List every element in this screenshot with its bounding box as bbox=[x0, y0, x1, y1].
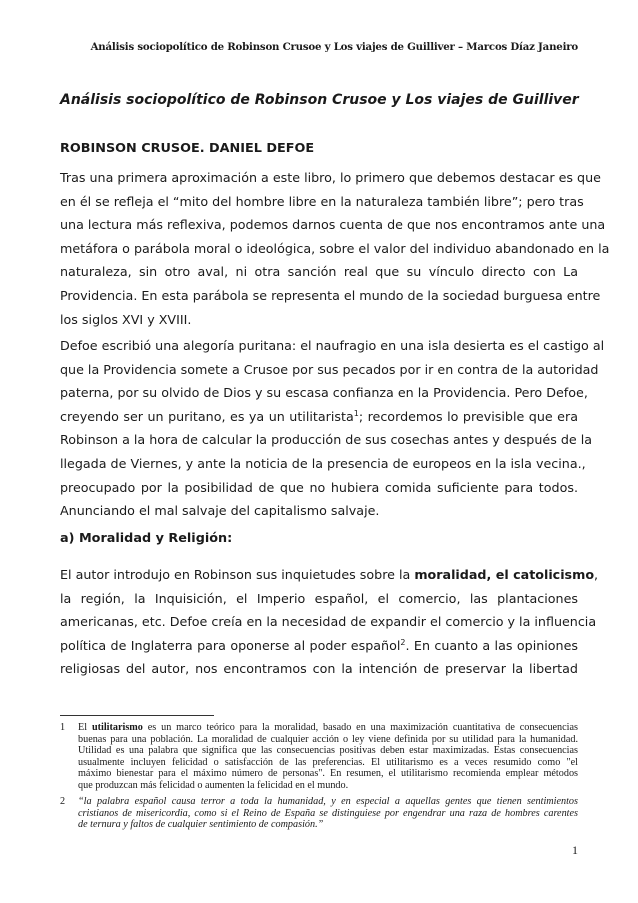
footnote-line: que produzcan más felicidad o aumenten la felicidad en el mundo. bbox=[78, 779, 349, 791]
paragraph-moralidad bbox=[60, 563, 599, 681]
footnote-line: máximo bienestar para el máximo número de personas". En resumen, el utilitarismo recomienda emplear métodos bbox=[78, 768, 578, 779]
paragraph-line: Robinson a la hora de calcular la producción de sus cosechas antes y después de la bbox=[60, 432, 593, 448]
footnote-line: Utilidad es una palabra que significa que las consecuencias positivas deben estar maximizadas. Estas consecuencias bbox=[78, 745, 578, 756]
paragraph-line: la región, la Inquisición, el Imperio español, el comercio, las plantaciones bbox=[60, 590, 578, 606]
line-text: creyendo ser un puritano, es ya un utilitarista bbox=[60, 408, 354, 424]
paragraph-introduction bbox=[60, 166, 610, 331]
footnote-number: 1 bbox=[60, 722, 66, 733]
paragraph-line-with-footnote-ref bbox=[60, 634, 578, 658]
footnote-2 bbox=[60, 796, 578, 831]
footnote-line: “la palabra español causa terror a toda la humanidad, y en especial a aquellas gentes que tienen sentimientos bbox=[78, 796, 578, 807]
paragraph-line: los siglos XVI y XVIII. bbox=[60, 311, 192, 327]
footnote-line: buenas para una población. La moralidad de cualquier acción o ley viene definida por su utilidad para la humanidad. bbox=[78, 733, 578, 745]
paragraph-line: que la Providencia somete a Crusoe por sus pecados por ir en contra de la autoridad bbox=[60, 361, 599, 377]
footnote-ref-2[interactable]: 2 bbox=[400, 637, 406, 647]
footnote-line: cristianos de misericordia, como si el Reino de España se distinguiese por engendrar una raza de hombres carentes bbox=[78, 807, 578, 819]
paragraph-line: metáfora o parábola moral o ideológica, sobre el valor del individuo abandonado en la bbox=[60, 240, 610, 256]
footnote-separator bbox=[60, 715, 214, 716]
paragraph-line: llegada de Viernes, y ante la noticia de la presencia de europeos en la isla vecina., bbox=[60, 455, 586, 471]
footnote-ref-1[interactable]: 1 bbox=[353, 408, 359, 418]
line-text: política de Inglaterra para oponerse al poder español bbox=[60, 637, 401, 653]
line-text: El autor introdujo en Robinson sus inquietudes sobre la bbox=[60, 567, 415, 582]
paragraph-line: religiosas del autor, nos encontramos con la intención de preservar la libertad bbox=[60, 661, 578, 677]
line-text: El bbox=[78, 722, 92, 733]
paragraph-line: paterna, por su olvido de Dios y su escasa confianza en la Providencia. Pero Defoe, bbox=[60, 385, 588, 401]
paragraph-line: una lectura más reflexiva, podemos darnos cuenta de que nos encontramos ante una bbox=[60, 217, 606, 233]
line-text: . En cuanto a las opiniones bbox=[405, 637, 579, 653]
paragraph-line: naturaleza, sin otro aval, ni otra sanción real que su vínculo directo con La bbox=[60, 264, 578, 280]
footnote-line: de ternura y faltos de cualquier sentimiento de compasión.” bbox=[78, 819, 324, 830]
page-number: 1 bbox=[572, 843, 578, 857]
paragraph-line bbox=[60, 563, 599, 587]
footnote-line: usualmente incluyen felicidad o satisfacción de las preferencias. El utilitarismo es a veces resumido como "el bbox=[78, 756, 578, 768]
footnote-body bbox=[78, 796, 578, 831]
paragraph-line: Anunciando el mal salvaje del capitalismo salvaje. bbox=[60, 503, 380, 519]
document-title: Análisis sociopolítico de Robinson Crusoe y Los viajes de Guilliver bbox=[60, 92, 579, 108]
line-text: ; bbox=[358, 408, 364, 424]
section-heading-moralidad-religion: a) Moralidad y Religión: bbox=[60, 531, 233, 546]
line-text: recordemos lo previsible que era bbox=[367, 408, 578, 424]
paragraph-line: americanas, etc. Defoe creía en la necesidad de expandir el comercio y la influencia bbox=[60, 614, 597, 630]
paragraph-line: preocupado por la posibilidad de que no hubiera comida suficiente para todos. bbox=[60, 479, 578, 495]
footnote-1 bbox=[60, 722, 578, 791]
paragraph-line: Tras una primera aproximación a este libro, lo primero que debemos destacar es que bbox=[60, 170, 601, 185]
footnote-body bbox=[78, 722, 578, 791]
footnote-number: 2 bbox=[60, 796, 66, 807]
paragraph-line: Defoe escribió una alegoría puritana: el naufragio en una isla desierta es el castigo al bbox=[60, 338, 605, 353]
paragraph-puritan-allegory bbox=[60, 334, 605, 523]
paragraph-line-with-footnote-ref bbox=[60, 405, 578, 429]
footnote-line bbox=[78, 722, 578, 734]
running-header: Análisis sociopolítico de Robinson Crusoe y Los viajes de Guilliver – Marcos Díaz Janeiro bbox=[90, 41, 578, 53]
paragraph-line: en él se refleja el “mito del hombre libre en la naturaleza también libre”; pero tras bbox=[60, 193, 584, 209]
line-text: , bbox=[594, 567, 599, 582]
line-text: es un marco teórico para la moralidad, basado en una maximización cuantitativa de consecuencias bbox=[142, 722, 578, 733]
section-heading-robinson-crusoe: ROBINSON CRUSOE. DANIEL DEFOE bbox=[60, 141, 315, 156]
paragraph-line: Providencia. En esta parábola se representa el mundo de la sociedad burguesa entre bbox=[60, 287, 601, 303]
bold-phrase: moralidad, el catolicismo bbox=[414, 567, 595, 582]
bold-term: utilitarismo bbox=[91, 722, 143, 733]
